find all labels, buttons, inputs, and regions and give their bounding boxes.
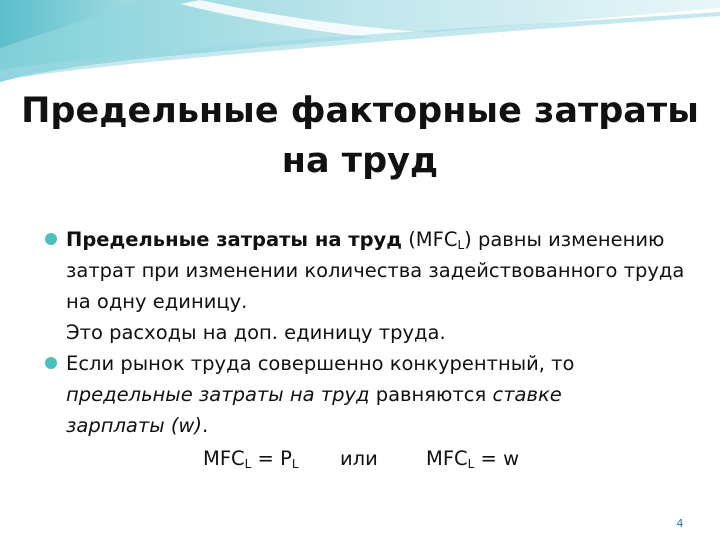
italic-term: предельные затраты на труд <box>66 383 370 406</box>
formula-row <box>46 443 686 477</box>
bullet-item-1 <box>46 224 686 348</box>
formula-left <box>203 443 299 474</box>
formula-eq-p: = P <box>251 447 292 470</box>
bullet-1-line-4: Это расходы на доп. единицу труда. <box>66 321 446 344</box>
subscript-l: L <box>467 457 475 471</box>
page-number: 4 <box>676 517 684 530</box>
formula-mfc: MFC <box>203 447 245 470</box>
bullet-2-line-3 <box>66 410 686 441</box>
formula-right <box>426 443 519 474</box>
formula-mfc: MFC <box>426 447 468 470</box>
subscript-l: L <box>291 457 299 471</box>
bullet-2-text: равняются <box>369 383 493 406</box>
bullet-2-line-2 <box>66 379 686 410</box>
mfc-label: (MFC <box>402 228 458 251</box>
subscript-l: L <box>457 238 465 252</box>
bullet-1-text: ) равны изменению <box>464 228 665 251</box>
bullet-dot <box>45 357 57 369</box>
slide-title <box>20 86 700 186</box>
italic-wage: зарплаты (w) <box>66 414 202 437</box>
bullet-1-line-1 <box>66 224 686 255</box>
bullet-2-line-1: Если рынок труда совершенно конкурентный, то <box>66 352 575 375</box>
period: . <box>201 414 209 437</box>
subscript-l: L <box>244 457 252 471</box>
title-line-2: на труд <box>281 141 439 181</box>
bullet-dot <box>45 233 57 245</box>
slide-content <box>46 224 686 477</box>
italic-rate: ставке <box>492 383 562 406</box>
formula-eq-w: = w <box>474 447 520 470</box>
term-marginal-labor-cost: Предельные затраты на труд <box>66 228 402 251</box>
bullet-item-2 <box>46 348 686 441</box>
title-line-1: Предельные факторные затраты <box>21 91 699 131</box>
formula-or: или <box>340 447 378 470</box>
bullet-1-line-2: затрат при изменении количества задействованного труда <box>66 259 685 282</box>
bullet-1-line-3: на одну единицу. <box>66 290 248 313</box>
